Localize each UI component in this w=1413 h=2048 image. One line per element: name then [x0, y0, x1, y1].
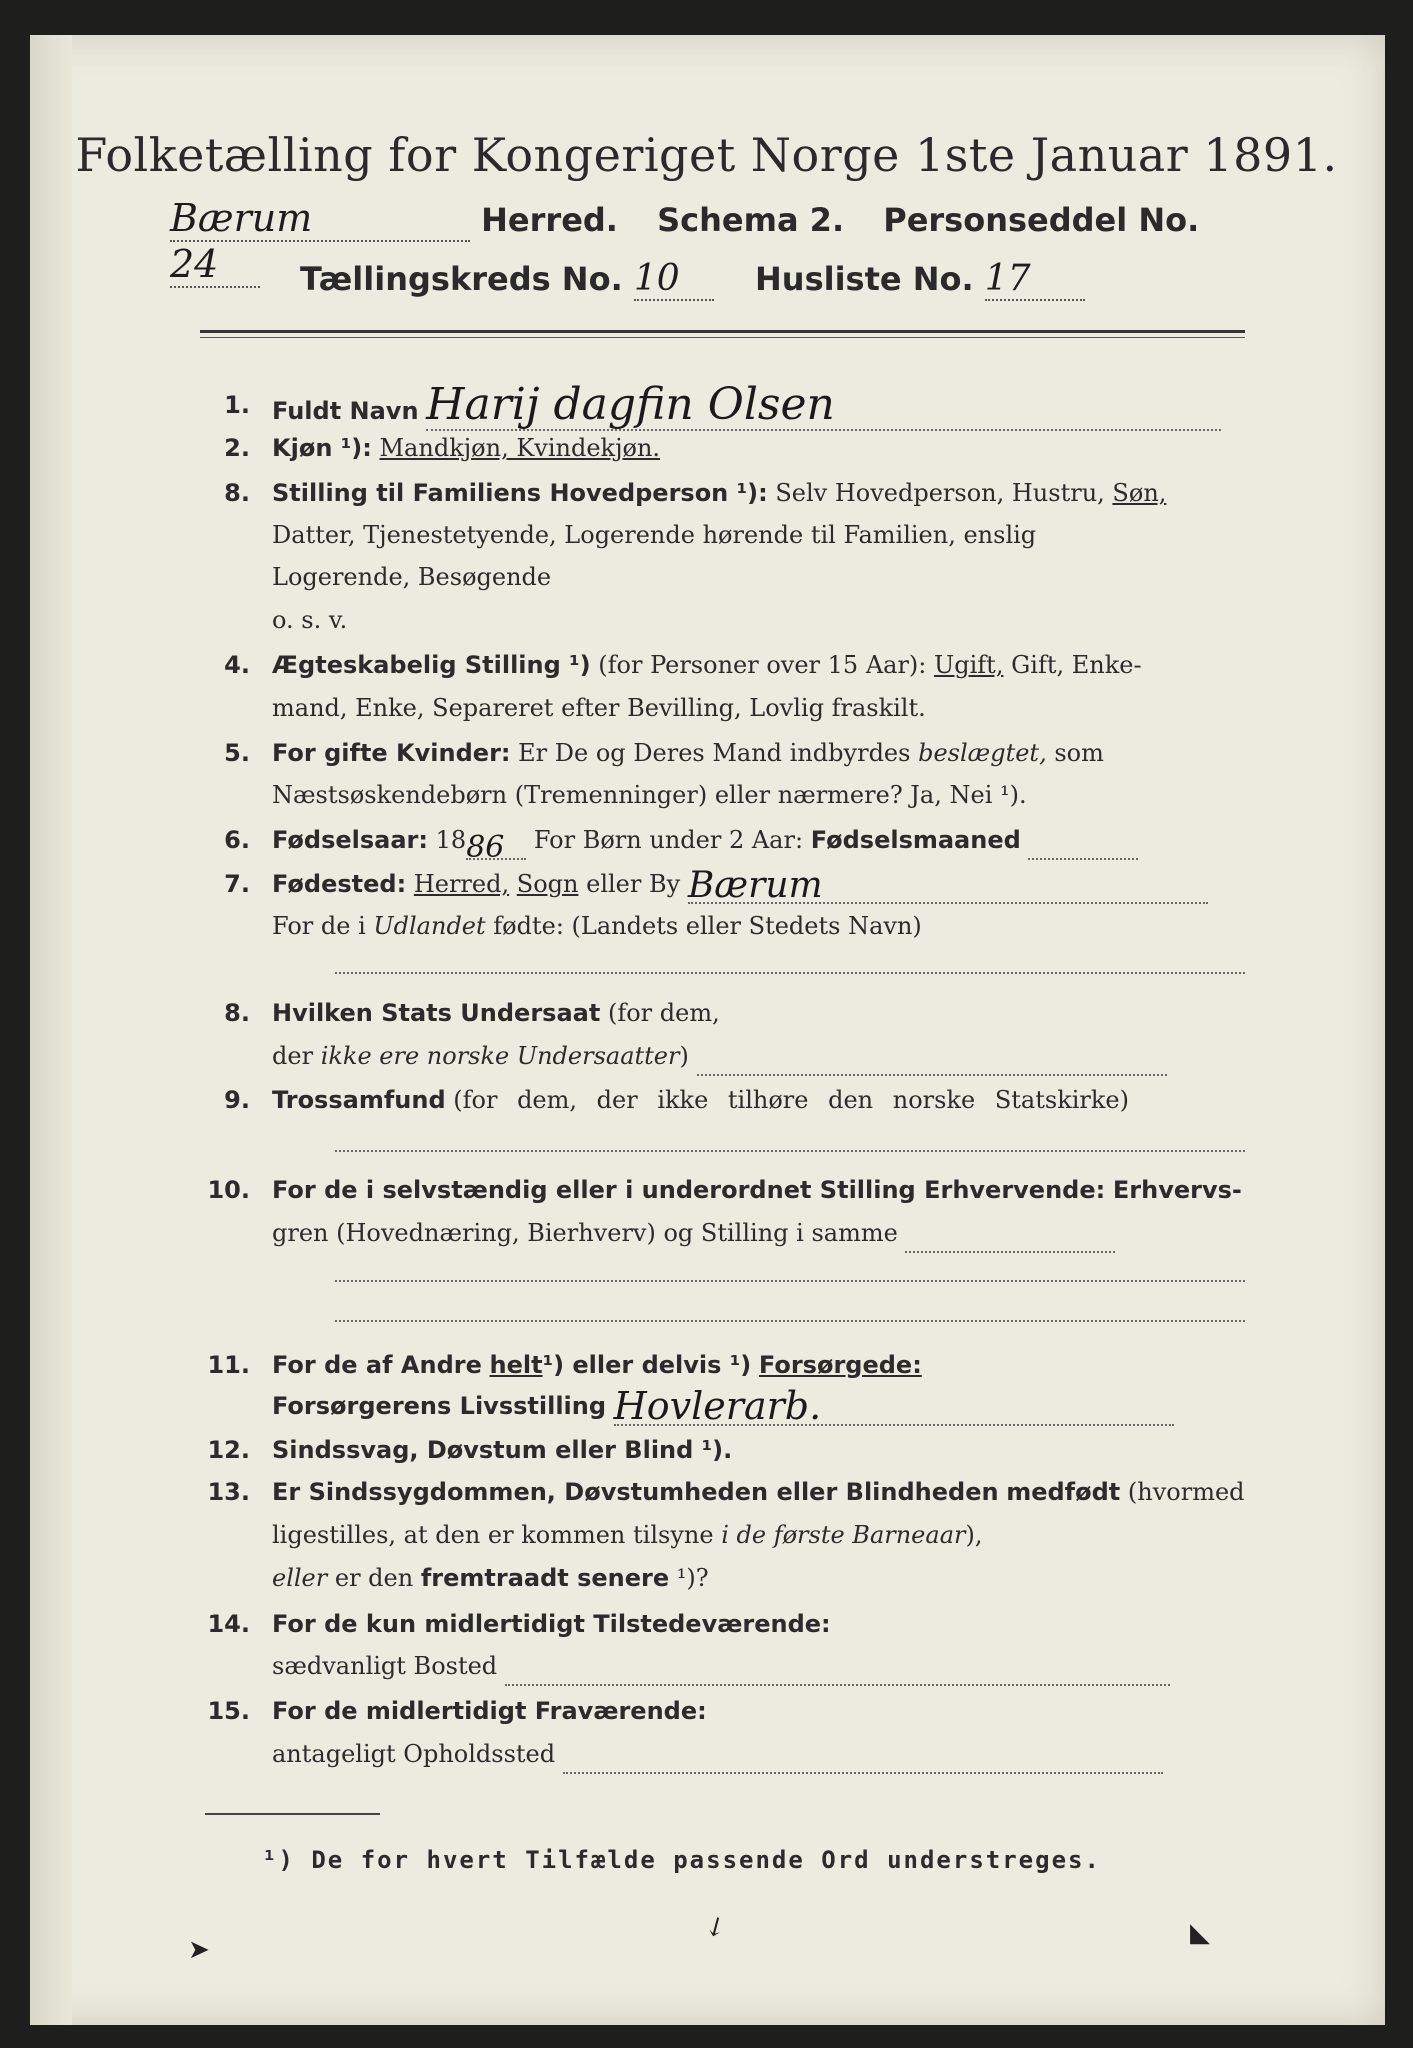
arrow-mark-icon: ↙	[698, 1908, 733, 1946]
herred-label: Herred.	[481, 201, 618, 239]
husliste-number: 17	[985, 258, 1085, 301]
taellingskreds-row	[300, 258, 1200, 310]
son-underlined: Søn,	[1112, 479, 1167, 507]
herred-value: Bærum	[170, 196, 470, 242]
husliste-label: Husliste No.	[755, 260, 974, 298]
forsorger-livsstilling-value: Hovlerarb.	[614, 1386, 1174, 1426]
schema-label: Schema 2.	[657, 201, 845, 239]
header-divider	[200, 330, 1245, 338]
footnote: ¹) De for hvert Tilfælde passende Ord understreges.	[262, 1846, 1101, 1874]
paper-edge	[30, 35, 72, 2025]
fuldt-navn-label: Fuldt Navn	[272, 397, 419, 425]
fodested-value: Bærum	[688, 866, 1208, 904]
fodselsaar-value: 86	[466, 828, 526, 860]
personseddel-label: Personseddel No.	[883, 201, 1200, 239]
fodested-blank-line	[335, 970, 1245, 974]
taellingskreds-label: Tællingskreds No.	[300, 260, 623, 298]
kjon-options: Mandkjøn, Kvindekjøn.	[379, 434, 661, 462]
form-title: Folketælling for Kongeriget Norge 1ste Januar 1891.	[75, 128, 1338, 182]
corner-mark-icon: ◣	[1190, 1918, 1210, 1948]
fuldt-navn-value: Harij dagfin Olsen	[426, 385, 1221, 431]
footnote-rule	[205, 1813, 380, 1815]
ugift-underlined: Ugift,	[934, 651, 1004, 679]
corner-mark-icon: ➤	[188, 1935, 210, 1965]
personseddel-number: 24	[170, 242, 260, 288]
taellingskreds-number: 10	[634, 258, 714, 301]
